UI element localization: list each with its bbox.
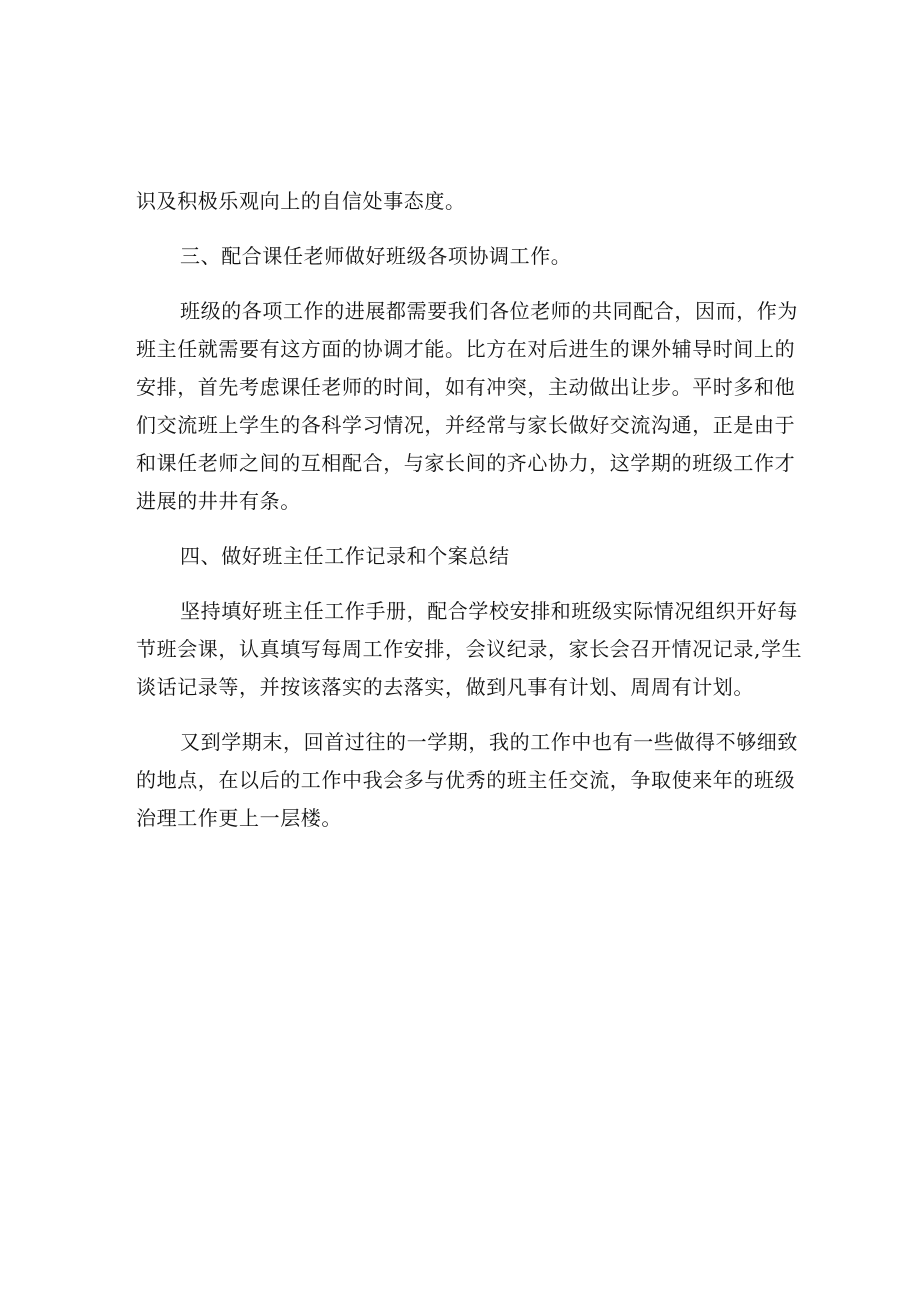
heading-text: 四、做好班主任工作记录和个案总结 — [180, 544, 510, 568]
text-line: 班主任就需要有这方面的协调才能。比方在对后进生的课外辅导时间上的 — [136, 337, 796, 361]
paragraph-closing — [136, 723, 798, 837]
text-line: 班级的各项工作的进展都需要我们各位老师的共同配合，因而，作为 — [180, 299, 798, 323]
paragraph-records — [136, 592, 803, 706]
text-line: 和课任老师之间的互相配合，与家长间的齐心协力，这学期的班级工作才 — [136, 451, 796, 475]
section-heading-4 — [136, 537, 792, 575]
text-line: 们交流班上学生的各科学习情况，并经常与家长做好交流沟通，正是由于 — [136, 413, 796, 437]
document-body — [136, 182, 803, 837]
text-line: 治理工作更上一层楼。 — [136, 806, 342, 830]
paragraph-coordination — [136, 292, 798, 520]
heading-text: 三、配合课任老师做好班级各项协调工作。 — [180, 244, 572, 268]
text-line: 节班会课，认真填写每周工作安排，会议纪录，家长会召开情况记录,学生 — [136, 637, 803, 661]
text-line: 坚持填好班主任工作手册，配合学校安排和班级实际情况组织开好每 — [180, 599, 798, 623]
paragraph-continuation — [136, 182, 792, 220]
text-line: 安排，首先考虑课任老师的时间，如有冲突，主动做出让步。平时多和他 — [136, 375, 796, 399]
text-line: 的地点，在以后的工作中我会多与优秀的班主任交流，争取使来年的班级 — [136, 768, 796, 792]
text-line: 谈话记录等，并按该落实的去落实，做到凡事有计划、周周有计划。 — [136, 675, 754, 699]
text-line: 又到学期末，回首过往的一学期，我的工作中也有一些做得不够细致 — [180, 730, 798, 754]
section-heading-3 — [136, 237, 792, 275]
text-line: 识及积极乐观向上的自信处事态度。 — [136, 189, 466, 213]
text-line: 进展的井井有条。 — [136, 489, 301, 513]
